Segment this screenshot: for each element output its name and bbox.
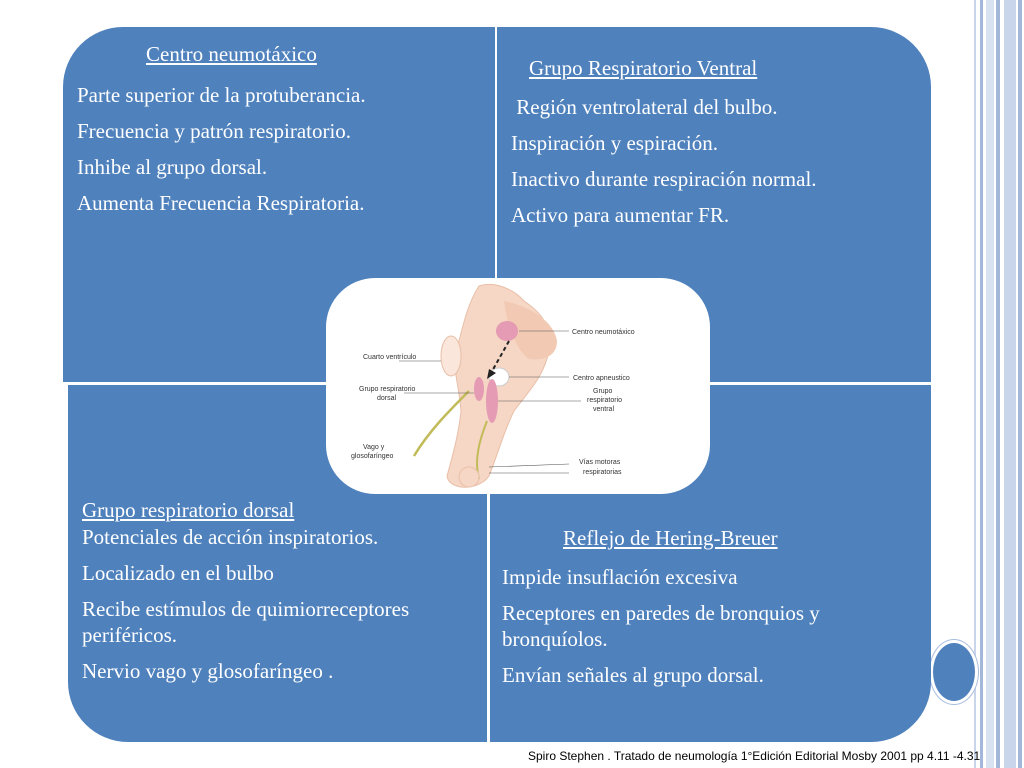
label-vias-2: respiratorias (583, 469, 622, 476)
label-cuarto-ventriculo: Cuarto ventrículo (363, 354, 417, 361)
heading-grupo-ventral: Grupo Respiratorio Ventral (529, 56, 758, 80)
text-line: Aumenta Frecuencia Respiratoria. (77, 191, 365, 215)
text-line: Región ventrolateral del bulbo. (511, 95, 778, 119)
label-grupo-ventral-1: Grupo (593, 388, 613, 395)
text-line: Potenciales de acción inspiratorios. (82, 525, 379, 549)
brainstem-diagram (327, 279, 709, 493)
label-centro-apneustico: Centro apneustico (573, 375, 630, 382)
cuarto-ventriculo-shape (441, 336, 461, 376)
content-reflejo-hering-breuer (502, 564, 922, 698)
decorative-stripes (974, 0, 1024, 768)
brainstem-illustration (329, 281, 707, 491)
label-centro-neumotaxico: Centro neumotáxico (572, 329, 635, 336)
label-grupo-ventral-2: respiratorio (587, 397, 623, 404)
text-line: Recibe estímulos de quimiorreceptores periféricos. (82, 597, 410, 647)
citation-text: Spiro Stephen . Tratado de neumología 1°Edición Editorial Mosby 2001 pp 4.11 -4.31 (528, 749, 981, 763)
text-line: Parte superior de la protuberancia. (77, 83, 366, 107)
content-grupo-dorsal (82, 524, 477, 694)
label-vago-2: glosofaríngeo (351, 453, 394, 460)
text-line: Inactivo durante respiración normal. (511, 167, 817, 191)
spinal-cross-section (459, 467, 479, 487)
text-line: Activo para aumentar FR. (511, 203, 730, 227)
heading-reflejo-hering-breuer: Reflejo de Hering-Breuer (563, 526, 778, 550)
heading-centro-neumotaxico: Centro neumotáxico (146, 42, 317, 66)
label-grupo-dorsal-2: dorsal (377, 395, 397, 402)
centro-neumotaxico-dot (496, 321, 518, 341)
text-line: Frecuencia y patrón respiratorio. (77, 119, 352, 143)
text-line: Impide insuflación excesiva (502, 565, 738, 589)
label-vias-1: Vías motoras (579, 459, 621, 466)
grupo-dorsal-shape (474, 377, 484, 401)
decorative-circle (930, 640, 978, 704)
text-line: Inspiración y espiración. (511, 131, 719, 155)
text-line: Nervio vago y glosofaríngeo . (82, 659, 334, 683)
label-vago-1: Vago y (363, 444, 385, 451)
content-centro-neumotaxico (77, 82, 477, 226)
heading-grupo-dorsal: Grupo respiratorio dorsal (82, 498, 295, 522)
content-grupo-ventral (511, 94, 911, 238)
text-line: Inhibe al grupo dorsal. (77, 155, 268, 179)
label-grupo-ventral-3: ventral (593, 406, 615, 413)
grupo-ventral-shape (486, 379, 498, 423)
text-line: Localizado en el bulbo (82, 561, 274, 585)
text-line: Envían señales al grupo dorsal. (502, 663, 764, 687)
text-line: Receptores en paredes de bronquios y bronquíolos. (502, 601, 820, 651)
label-grupo-dorsal-1: Grupo respiratorio (359, 386, 416, 393)
